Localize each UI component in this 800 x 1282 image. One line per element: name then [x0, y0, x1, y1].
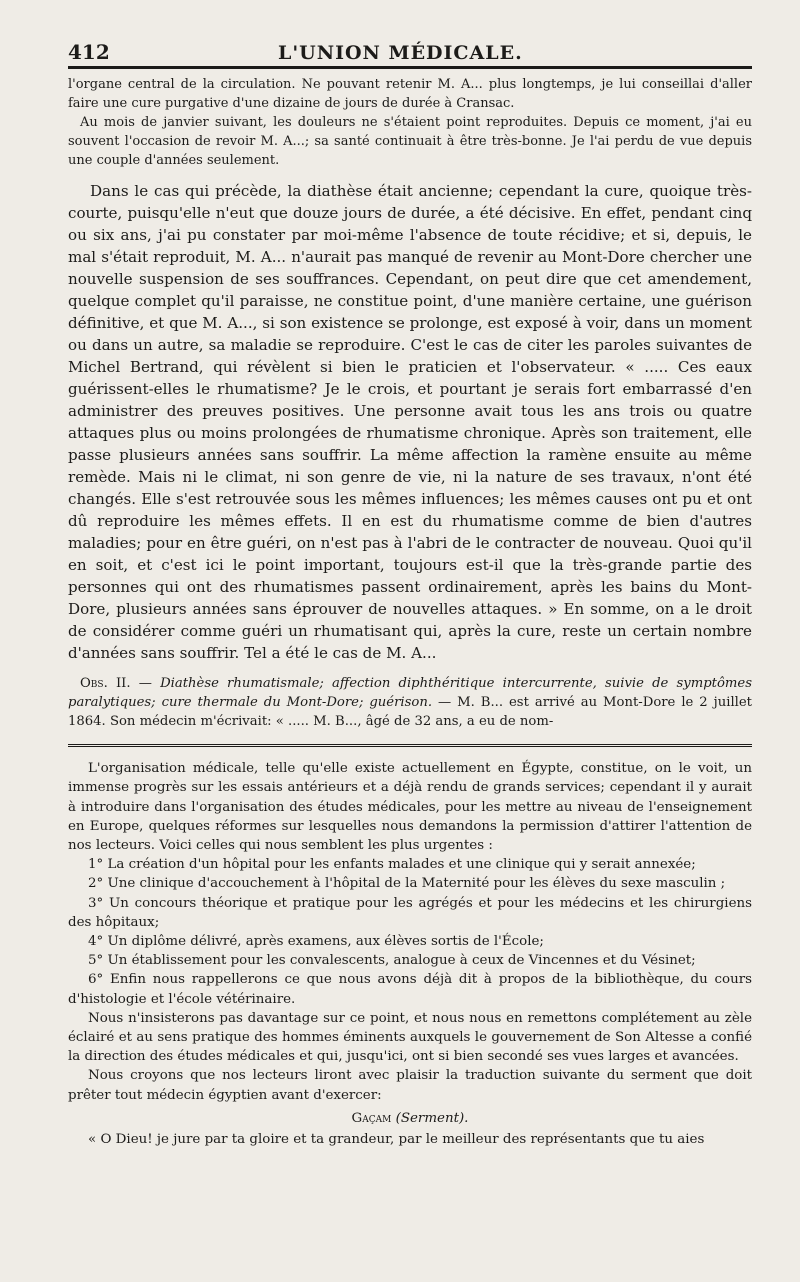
observation-heading: Obs. II. — Diathèse rhumatismale; affection diphthéritique intercurrente, suivie de symptômes paralytiques; cure thermale du Mont-Dore; guérison. — M. B... est arrivé au Mont-Dore le 2 juillet 1864. Son médecin m'écrivait: « ..... M. B..., âgé de 32 ans, a eu de nom- — [68, 676, 752, 729]
paragraph: Au mois de janvier suivant, les douleurs ne s'étaient point reproduites. Depuis ce moment, j'ai eu souvent l'occasion de revoir M. A...; sa santé continuait à être très-bonne. Je l'ai perdu de vue depuis une couple d'années seulement. — [68, 115, 752, 168]
paragraph: Nous croyons que nos lecteurs liront avec plaisir la traduction suivante du serment que doit prêter tout médecin égyptien avant d'exercer: — [68, 1068, 752, 1103]
discussion-text — [68, 180, 752, 664]
list-item: 4° Un diplôme délivré, après examens, aux élèves sortis de l'École; — [88, 934, 544, 950]
paragraph: Dans le cas qui précède, la diathèse était ancienne; cependant la cure, quoique très-courte, puisqu'elle n'eut que douze jours de durée, a été décisive. En effet, pendant cinq ou six ans, j'ai pu constater par moi-même l'absence de toute récidive; et si, depuis, le mal s'était reproduit, M. A... n'aurait pas manqué de revenir au Mont-Dore chercher une nouvelle suspension de ses souffrances. Cependant, on peut dire que cet amendement, quelque complet qu'il paraisse, ne constitue point, d'une manière certaine, une guérison définitive, et que M. A..., si son existence se prolonge, est exposé à voir, dans un moment ou dans un autre, sa maladie se reproduire. C'est le cas de citer les paroles suivantes de Michel Bertrand, qui révèlent si bien le praticien et l'observateur. « ..... Ces eaux guérissent-elles le rhumatisme? Je le crois, et pourtant je serais fort embarrassé d'en administrer des preuves positives. Une personne avait tous les ans trois ou quatre attaques plus ou moins prolongées de rhumatisme chronique. Après son traitement, elle passe plusieurs années sans souffrir. La même affection la ramène ensuite au même remède. Mais ni le climat, ni son genre de vie, ni la nature de ses travaux, n'ont été changés. Elle s'est retrouvée sous les mêmes influences; les mêmes causes ont pu et ont dû reproduire les mêmes effets. Il en est du rhumatisme comme de bien d'autres maladies; pour en être guéri, on n'est pas à l'abri de le contracter de nouveau. Quoi qu'il en soit, et c'est ici le point important, toujours est-il que la très-grande partie des personnes qui ont des rhumatismes passent ordinairement, après les bains du Mont-Dore, plusieurs années sans éprouver de nouvelles attaques. » En somme, on a le droit de considérer comme guéri un rhumatisant qui, après la cure, reste un certain nombre d'années sans souffrir. Tel a été le cas de M. A... — [68, 182, 752, 662]
page-header — [68, 40, 752, 69]
list-item: 3° Un concours théorique et pratique pour les agrégés et pour les médecins et les chirurgiens des hôpitaux; — [68, 895, 752, 930]
list-item: 5° Un établissement pour les convalescents, analogue à ceux de Vincennes et du Vésinet; — [88, 953, 696, 969]
observation-title: Diathèse rhumatismale; affection diphthéritique intercurrente, suivie de symptômes paralytiques; cure thermale du Mont-Dore; guérison. — [68, 676, 752, 710]
list-item: 6° Enfin nous rappellerons ce que nous avons déjà dit à propos de la bibliothèque, du cours d'histologie et l'école vétérinaire. — [68, 972, 752, 1007]
page-number: 412 — [68, 40, 110, 64]
paragraph: l'organe central de la circulation. Ne pouvant retenir M. A... plus longtemps, je lui conseillai d'aller faire une cure purgative d'une dizaine de jours de durée à Cransac. — [68, 77, 752, 111]
list-item: 2° Une clinique d'accouchement à l'hôpital de la Maternité pour les élèves du sexe masculin ; — [88, 876, 726, 892]
paragraph: L'organisation médicale, telle qu'elle existe actuellement en Égypte, constitue, on le voit, un immense progrès sur les essais antérieurs et a déjà rendu de grands services; cependant il y aurait à introduire dans l'organisation des études médicales, pour les mettre au niveau de l'enseignement en Europe, quelques réformes sur lesquelles nous demandons la permission d'attirer l'attention de nos lecteurs. Voici celles qui nous semblent les plus urgentes : — [68, 761, 752, 853]
observation-text: — M. B... est arrivé au Mont-Dore le 2 juillet 1864. Son médecin m'écrivait: « ..... M. B..., âgé de 32 ans, a eu de nom- — [68, 695, 752, 729]
feuilleton-section — [68, 759, 752, 1149]
feuilleton-divider — [68, 744, 752, 751]
running-title: L'UNION MÉDICALE. — [278, 42, 523, 64]
list-item: 1° La création d'un hôpital pour les enfants malades et une clinique qui y serait annexée; — [88, 857, 696, 873]
oath-title-sub: (Serment). — [395, 1110, 469, 1126]
oath-text: « O Dieu! je jure par ta gloire et ta grandeur, par le meilleur des représentants que tu aies — [88, 1131, 705, 1147]
oath-title-name: Gaçam — [351, 1110, 392, 1126]
paragraph: Nous n'insisterons pas davantage sur ce point, et nous nous en remettons complétement au zèle éclairé et au sens pratique des hommes éminents auxquels le gouvernement de Son Altesse a confié la direction des études médicales et qui, jusqu'ici, ont si bien secondé ses vues larges et avancées. — [68, 1010, 752, 1065]
observation-label: Obs. II. — [80, 676, 131, 691]
case-end-text — [68, 75, 752, 170]
oath-title — [68, 1109, 752, 1128]
